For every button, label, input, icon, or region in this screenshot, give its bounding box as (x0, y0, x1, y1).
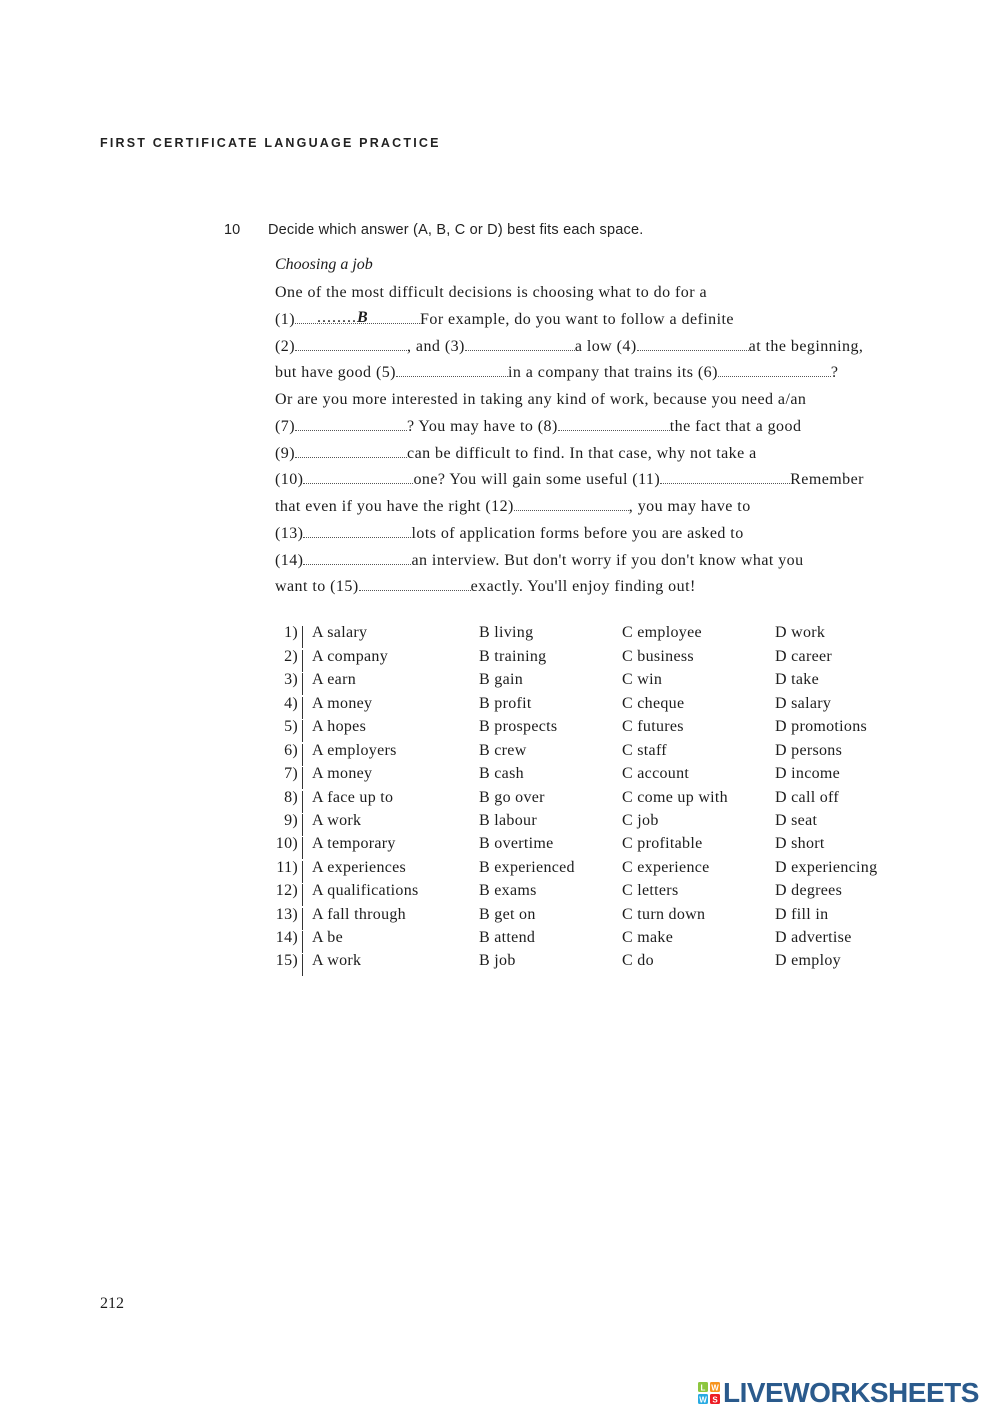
option-d[interactable]: D income (775, 765, 841, 782)
passage-line (275, 364, 838, 382)
option-a[interactable]: A salary (312, 624, 368, 641)
option-number: 12) (275, 882, 298, 899)
option-row (270, 812, 910, 835)
answer-blank-11[interactable] (660, 471, 790, 484)
option-row (270, 648, 910, 671)
option-d[interactable]: D seat (775, 812, 818, 829)
option-a[interactable]: A company (312, 648, 389, 665)
option-c[interactable]: C futures (622, 718, 684, 735)
page-header: FIRST CERTIFICATE LANGUAGE PRACTICE (100, 136, 441, 150)
option-divider (302, 837, 303, 859)
example-answer: B (357, 309, 369, 326)
liveworksheets-logo-icon (697, 1381, 721, 1405)
passage-line (275, 578, 696, 596)
option-number: 11) (276, 859, 298, 876)
option-number: 1) (284, 624, 298, 641)
answer-blank-4[interactable] (637, 338, 749, 351)
option-d[interactable]: D work (775, 624, 826, 641)
option-b[interactable]: B experienced (479, 859, 575, 876)
passage-text: (9) (275, 445, 296, 462)
option-d[interactable]: D degrees (775, 882, 843, 899)
option-b[interactable]: B cash (479, 765, 524, 782)
svg-text:W: W (699, 1395, 707, 1405)
option-b[interactable]: B go over (479, 789, 545, 806)
passage-text: ? You may have to (8) (407, 418, 558, 435)
option-b[interactable]: B training (479, 648, 547, 665)
option-row (270, 789, 910, 812)
passage-text: , you may have to (628, 498, 751, 515)
passage-line (275, 418, 801, 436)
option-c[interactable]: C turn down (622, 906, 706, 923)
option-c[interactable]: C make (622, 929, 674, 946)
option-divider (302, 626, 303, 648)
option-a[interactable]: A earn (312, 671, 357, 688)
option-a[interactable]: A temporary (312, 835, 396, 852)
option-b[interactable]: B living (479, 624, 534, 641)
liveworksheets-logo (697, 1377, 979, 1409)
passage-text: Remember (790, 471, 864, 488)
option-divider (302, 791, 303, 813)
passage-text: (13) (275, 525, 304, 542)
passage-title: Choosing a job (275, 256, 373, 273)
option-divider (302, 673, 303, 695)
option-divider (302, 814, 303, 836)
option-row (270, 859, 910, 882)
passage-text: a low (4) (574, 338, 637, 355)
option-d[interactable]: D promotions (775, 718, 868, 735)
option-divider (302, 954, 303, 976)
option-divider (302, 697, 303, 719)
answer-blank-10[interactable] (303, 471, 413, 484)
option-c[interactable]: C job (622, 812, 659, 829)
answer-blank-2[interactable] (295, 338, 407, 351)
option-number: 2) (284, 648, 298, 665)
option-c[interactable]: C experience (622, 859, 710, 876)
passage-line (275, 552, 804, 570)
answer-blank-8[interactable] (558, 418, 670, 431)
example-dots: ........ (317, 309, 358, 326)
answer-blank-3[interactable] (465, 338, 575, 351)
option-number: 15) (275, 952, 298, 969)
option-b[interactable]: B prospects (479, 718, 558, 735)
option-c[interactable]: C business (622, 648, 694, 665)
option-d[interactable]: D fill in (775, 906, 829, 923)
option-b[interactable]: B overtime (479, 835, 554, 852)
option-c[interactable]: C account (622, 765, 690, 782)
option-number: 8) (284, 789, 298, 806)
option-row (270, 671, 910, 694)
passage-text: can be difficult to find. In that case, why not take a (407, 445, 757, 462)
option-divider (302, 931, 303, 953)
option-b[interactable]: B crew (479, 742, 527, 759)
answer-blank-13[interactable] (303, 525, 411, 538)
option-a[interactable]: A fall through (312, 906, 406, 923)
passage-text: at the beginning, (748, 338, 864, 355)
option-d[interactable]: D employ (775, 952, 841, 969)
option-a[interactable]: A employers (312, 742, 397, 759)
passage-text: ? (830, 364, 839, 381)
option-b[interactable]: B labour (479, 812, 537, 829)
exercise-instruction: Decide which answer (A, B, C or D) best fits each space. (268, 222, 644, 238)
passage-text: one? You will gain some useful (11) (413, 471, 661, 488)
passage-line (275, 445, 757, 463)
passage-line (275, 338, 863, 356)
option-number: 5) (284, 718, 298, 735)
option-a[interactable]: A money (312, 765, 373, 782)
answer-blank-14[interactable] (303, 552, 411, 565)
passage-text: want to (15) (275, 578, 359, 595)
passage-text: an interview. But don't worry if you don't know what you (411, 552, 804, 569)
option-divider (302, 650, 303, 672)
option-b[interactable]: B profit (479, 695, 532, 712)
option-a[interactable]: A qualifications (312, 882, 419, 899)
option-row (270, 835, 910, 858)
option-b[interactable]: B gain (479, 671, 524, 688)
passage-text: but have good (5) (275, 364, 396, 381)
option-number: 7) (284, 765, 298, 782)
option-d[interactable]: D call off (775, 789, 840, 806)
option-c[interactable]: C staff (622, 742, 667, 759)
svg-text:W: W (711, 1383, 719, 1393)
option-row (270, 718, 910, 741)
option-a[interactable]: A experiences (312, 859, 407, 876)
option-row (270, 882, 910, 905)
option-divider (302, 884, 303, 906)
option-row (270, 906, 910, 929)
option-a[interactable]: A work (312, 952, 362, 969)
option-row (270, 952, 910, 975)
option-number: 10) (275, 835, 298, 852)
passage-line (275, 391, 806, 409)
option-c[interactable]: C employee (622, 624, 702, 641)
passage-text: (2) (275, 338, 296, 355)
option-row (270, 742, 910, 765)
passage-line (275, 471, 864, 489)
option-row (270, 929, 910, 952)
passage-text: in a company that trains its (6) (507, 364, 718, 381)
passage-line (275, 311, 734, 329)
option-d[interactable]: D advertise (775, 929, 852, 946)
option-d[interactable]: D career (775, 648, 833, 665)
option-divider (302, 908, 303, 930)
option-divider (302, 767, 303, 789)
passage-line (275, 498, 751, 516)
svg-text:L: L (700, 1383, 706, 1393)
option-c[interactable]: C win (622, 671, 663, 688)
answer-blank-15[interactable] (359, 578, 471, 591)
answer-blank-7[interactable] (295, 418, 407, 431)
option-d[interactable]: D persons (775, 742, 843, 759)
option-number: 9) (284, 812, 298, 829)
option-number: 6) (284, 742, 298, 759)
option-divider (302, 744, 303, 766)
passage-text: lots of application forms before you are asked to (411, 525, 744, 542)
passage-line (275, 525, 744, 543)
option-a[interactable]: A money (312, 695, 373, 712)
option-number: 4) (284, 695, 298, 712)
passage-text: For example, do you want to follow a definite (420, 311, 734, 328)
option-b[interactable]: B get on (479, 906, 536, 923)
option-d[interactable]: D take (775, 671, 820, 688)
exercise-number: 10 (224, 222, 241, 238)
option-row (270, 765, 910, 788)
option-row (270, 695, 910, 718)
option-a[interactable]: A hopes (312, 718, 367, 735)
passage-text: (14) (275, 552, 304, 569)
option-b[interactable]: B exams (479, 882, 537, 899)
passage-text: Or are you more interested in taking any kind of work, because you need a/an (275, 391, 807, 408)
passage-text: that even if you have the right (12) (275, 498, 514, 515)
option-c[interactable]: C profitable (622, 835, 703, 852)
passage-text: (10) (275, 471, 304, 488)
option-d[interactable]: D experiencing (775, 859, 878, 876)
passage-line (275, 284, 707, 302)
answer-blank-5[interactable] (396, 364, 508, 377)
option-number: 13) (275, 906, 298, 923)
option-divider (302, 720, 303, 742)
option-a[interactable]: A face up to (312, 789, 394, 806)
passage-text: One of the most difficult decisions is choosing what to do for a (275, 284, 707, 301)
passage-text: exactly. You'll enjoy finding out! (470, 578, 696, 595)
answer-blank-6[interactable] (718, 364, 831, 377)
passage-text: (1) (275, 311, 296, 328)
option-divider (302, 861, 303, 883)
answer-blank-9[interactable] (295, 445, 407, 458)
option-b[interactable]: B attend (479, 929, 536, 946)
option-d[interactable]: D short (775, 835, 825, 852)
passage-text: , and (3) (407, 338, 465, 355)
option-d[interactable]: D salary (775, 695, 832, 712)
option-a[interactable]: A be (312, 929, 343, 946)
answer-blank-12[interactable] (514, 498, 629, 511)
option-b[interactable]: B job (479, 952, 516, 969)
option-number: 14) (275, 929, 298, 946)
option-c[interactable]: C letters (622, 882, 679, 899)
option-c[interactable]: C do (622, 952, 654, 969)
passage-text: the fact that a good (669, 418, 802, 435)
option-a[interactable]: A work (312, 812, 362, 829)
option-c[interactable]: C cheque (622, 695, 685, 712)
page-number: 212 (100, 1295, 124, 1312)
option-number: 3) (284, 671, 298, 688)
answer-blank-1[interactable] (295, 311, 420, 324)
option-row (270, 624, 910, 647)
option-c[interactable]: C come up with (622, 789, 728, 806)
liveworksheets-logo-text: LIVEWORKSHEETS (723, 1377, 979, 1408)
passage-text: (7) (275, 418, 296, 435)
svg-text:S: S (712, 1395, 718, 1405)
